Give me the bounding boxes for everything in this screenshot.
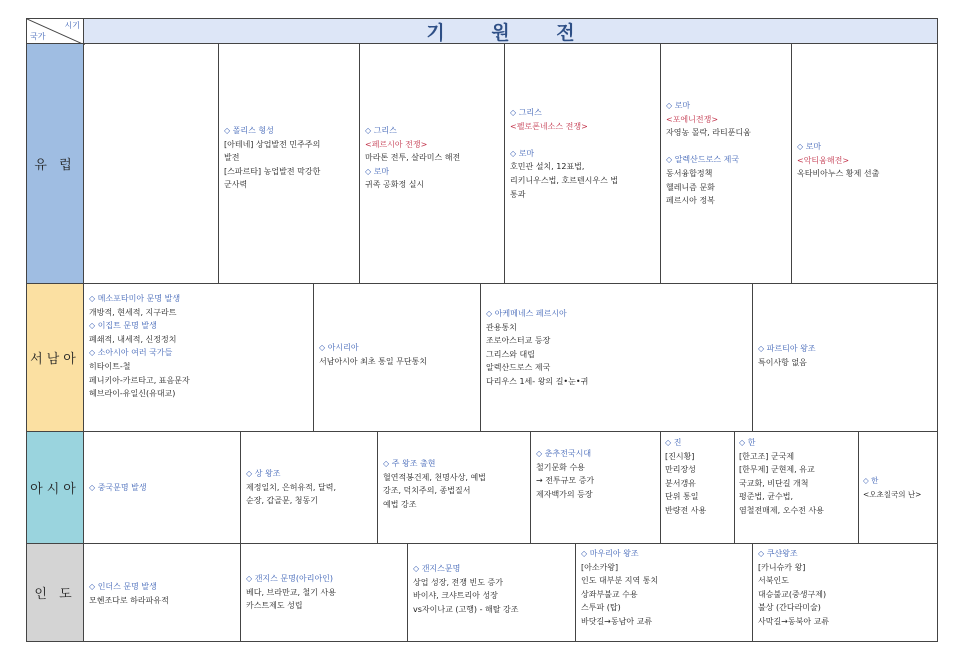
- spacer-2: [666, 140, 751, 154]
- kanishka-line: [카니슈카 왕]: [758, 562, 806, 572]
- sea-route-line: 바닷길→동남아 교류: [581, 616, 653, 626]
- corner-cell: [26, 18, 84, 44]
- peloponnesian-war-label: <펠로폰네소스 전쟁>: [510, 121, 588, 131]
- region-label-europe: 유 럽: [34, 158, 76, 173]
- region-label-west-asia: 서남아: [30, 352, 80, 367]
- commerce-line: 상업 성장, 전쟁 빈도 증가: [413, 577, 503, 587]
- hebrew-line: 헤브라이-유일신(유대교): [89, 389, 176, 399]
- west-asia-cell-2: [314, 284, 481, 432]
- china-civ-heading: ◇ 중국문명 발생: [89, 483, 147, 492]
- history-timeline-table: [26, 18, 938, 642]
- battle-scale-line: → 전투규모 증가: [536, 476, 595, 486]
- asia-minor-heading: ◇ 소아시아 여러 국가들: [89, 348, 173, 358]
- book-burning-line: 분서갱유: [665, 478, 696, 488]
- indus-heading: ◇ 인더스 문명 발생: [89, 582, 157, 591]
- west-asia-cell-3: [481, 284, 753, 432]
- laws-line: 리키니우스법, 호르텐시우스 법: [510, 175, 619, 185]
- han-wudi-line: [한무제] 군현제, 유교: [739, 465, 815, 475]
- persia-conquest-line: 페르시아 정복: [666, 196, 715, 206]
- shang-line-2: 순장, 갑골문, 청동기: [246, 496, 318, 506]
- indus-line: 모헨조다로 하라파유적: [89, 595, 169, 605]
- asia-cell-6: [735, 432, 859, 544]
- greece-heading-2: ◇ 그리스: [510, 108, 542, 117]
- athens-line-2: 발전: [224, 153, 240, 163]
- india-cell-3: [408, 544, 576, 642]
- era-header: [84, 18, 938, 44]
- polis-heading: ◇ 폴리스 형성: [224, 126, 274, 135]
- qin-heading: ◇ 진: [665, 438, 682, 447]
- tolerance-line: 관용통치: [486, 322, 517, 332]
- asia-cell-1: [84, 432, 241, 544]
- rome-heading-2: ◇ 로마: [510, 148, 535, 158]
- europe-cell-1: [84, 44, 219, 284]
- rome-heading-3: ◇ 로마: [666, 101, 691, 110]
- tribune-line: 호민관 설치, 12표법,: [510, 162, 585, 172]
- hellenism-line: 헬레니즘 문화: [666, 182, 715, 192]
- qin-emperor-line: [진시황]: [665, 451, 695, 461]
- assyria-heading: ◇ 아시리아: [319, 343, 359, 352]
- region-label-india: 인 도: [34, 587, 76, 602]
- actium-label: <악티움해전>: [797, 155, 850, 165]
- west-asia-cell-4: [753, 284, 938, 432]
- han-gaozu-line: [한고조] 군국제: [739, 451, 795, 461]
- jainism-line: vs자이나교 (고행) - 해탈 강조: [413, 604, 519, 614]
- parthia-heading: ◇ 파르티아 왕조: [758, 344, 816, 353]
- india-cell-2: [241, 544, 408, 642]
- republic-line: 귀족 공화정 실시: [365, 180, 425, 190]
- coin-line: 반량전 사용: [665, 505, 707, 515]
- unification-line: 단위 통일: [665, 492, 699, 502]
- hittite-line: 히타이트-철: [89, 361, 131, 371]
- maurya-heading: ◇ 마우리아 왕조: [581, 549, 639, 558]
- northwest-line: 서북인도: [758, 576, 789, 586]
- shang-line: 제정일치, 은허유적, 달력,: [246, 482, 336, 492]
- egypt-heading: ◇ 이집트 문명 발생: [89, 321, 157, 331]
- europe-cell-2: [219, 44, 360, 284]
- fusion-line: 동서융합정책: [666, 168, 713, 178]
- rule-line: 인도 대부분 지역 통치: [581, 576, 659, 586]
- ganges-heading: ◇ 갠지스문명: [413, 564, 461, 573]
- han-heading-2: ◇ 한: [863, 476, 879, 485]
- region-label-asia: 아시아: [30, 482, 80, 497]
- persian-war-label: <페르시아 전쟁>: [365, 139, 428, 149]
- spacer: [510, 133, 618, 147]
- asia-cell-4: [531, 432, 661, 544]
- mesopotamia-heading: ◇ 메소포타미아 문명 발생: [89, 294, 181, 303]
- corner-label-period: 시기: [64, 21, 80, 30]
- region-asia: [26, 432, 84, 544]
- europe-cell-5: [661, 44, 792, 284]
- greece-conflict-line: 그리스와 대립: [486, 349, 535, 359]
- era-title: 기 원 전: [426, 21, 595, 44]
- rome-heading-4: ◇ 로마: [797, 142, 822, 151]
- vaishya-line: 바이샤, 크샤트리아 성장: [413, 591, 498, 601]
- europe-cell-3: [360, 44, 505, 284]
- veda-line: 베다, 브라만교, 철기 사용: [246, 587, 336, 597]
- assyria-line: 서남아시아 최초 통일 무단통치: [319, 356, 428, 366]
- india-cell-1: [84, 544, 241, 642]
- parthia-line: 특이사항 없음: [758, 357, 807, 367]
- achaemenid-heading: ◇ 아케메네스 페르시아: [486, 309, 567, 318]
- hundred-schools-line: 제자백가의 등장: [536, 489, 593, 499]
- gandhara-line: 불상 (간다라미술): [758, 603, 821, 613]
- region-europe: [26, 44, 84, 284]
- stupa-line: 스투파 (탑): [581, 603, 621, 613]
- greece-heading: ◇ 그리스: [365, 126, 397, 135]
- zhou-line-2: 강조, 덕치주의, 종법질서: [383, 486, 471, 496]
- corner-label-country: 국가: [30, 32, 46, 41]
- theravada-line: 상좌부불교 수용: [581, 589, 638, 599]
- egypt-line: 폐쇄적, 내세적, 신정정치: [89, 334, 177, 344]
- sparta-line-2: 군사력: [224, 180, 248, 190]
- rome-heading: ◇ 로마: [365, 166, 390, 176]
- zhou-line-3: 예법 강조: [383, 499, 417, 509]
- shang-heading: ◇ 상 왕조: [246, 469, 281, 478]
- price-law-line: 평준법, 균수법,: [739, 492, 793, 502]
- laws-line-2: 통과: [510, 189, 526, 199]
- ashoka-line: [아소카왕]: [581, 562, 619, 572]
- sparta-line: [스파르타] 농업발전 막강한: [224, 166, 321, 176]
- zoroaster-line: 조로아스터교 등장: [486, 336, 551, 346]
- india-cell-4: [576, 544, 753, 642]
- india-cell-5: [753, 544, 938, 642]
- warring-states-heading: ◇ 춘추전국시대: [536, 449, 592, 458]
- punic-war-label: <포에니전쟁>: [666, 114, 719, 124]
- alexander-line: 알렉산드로스 제국: [486, 363, 551, 373]
- caste-line: 카스트제도 성립: [246, 601, 303, 611]
- europe-cell-6: [792, 44, 938, 284]
- desert-route-line: 사막길→동북아 교류: [758, 616, 830, 626]
- phoenicia-line: 페니키아-카르타고, 표음문자: [89, 375, 190, 385]
- athens-line: [아테네] 상업발전 민주주의: [224, 139, 321, 149]
- han-heading: ◇ 한: [739, 438, 756, 447]
- asia-cell-2: [241, 432, 378, 544]
- region-india: [26, 544, 84, 642]
- alexander-heading: ◇ 알렉산드로스 제국: [666, 155, 740, 165]
- asia-cell-3: [378, 432, 531, 544]
- octavian-line: 옥타비아누스 황제 선출: [797, 169, 880, 179]
- europe-cell-4: [505, 44, 661, 284]
- west-asia-cell-1: [84, 284, 314, 432]
- seven-states-line: <오초칠국의 난>: [863, 489, 922, 499]
- kushan-heading: ◇ 쿠샨왕조: [758, 549, 798, 558]
- ganges-aryan-heading: ◇ 갠지스 문명(아리아인): [246, 574, 334, 583]
- asia-cell-5: [661, 432, 735, 544]
- iron-line: 철기문화 수용: [536, 462, 585, 472]
- region-west-asia: [26, 284, 84, 432]
- mahayana-line: 대승불교(중생구제): [758, 589, 827, 599]
- silk-road-line: 국교화, 비단길 개척: [739, 478, 809, 488]
- battle-line: 마라톤 전투, 살라미스 해전: [365, 153, 461, 163]
- zhou-heading: ◇ 주 왕조 출현: [383, 459, 436, 468]
- darius-line: 다리우스 1세- 왕의 길•눈•귀: [486, 376, 589, 386]
- monopoly-line: 염철전매제, 오수전 사용: [739, 505, 824, 515]
- great-wall-line: 만리장성: [665, 465, 696, 475]
- latifundia-line: 자영농 몰락, 라티푼디움: [666, 128, 751, 138]
- mesopotamia-line: 개방적, 현세적, 지구라트: [89, 307, 177, 317]
- zhou-line: 혈연적봉건제, 천명사상, 예법: [383, 472, 486, 482]
- asia-cell-7: [859, 432, 938, 544]
